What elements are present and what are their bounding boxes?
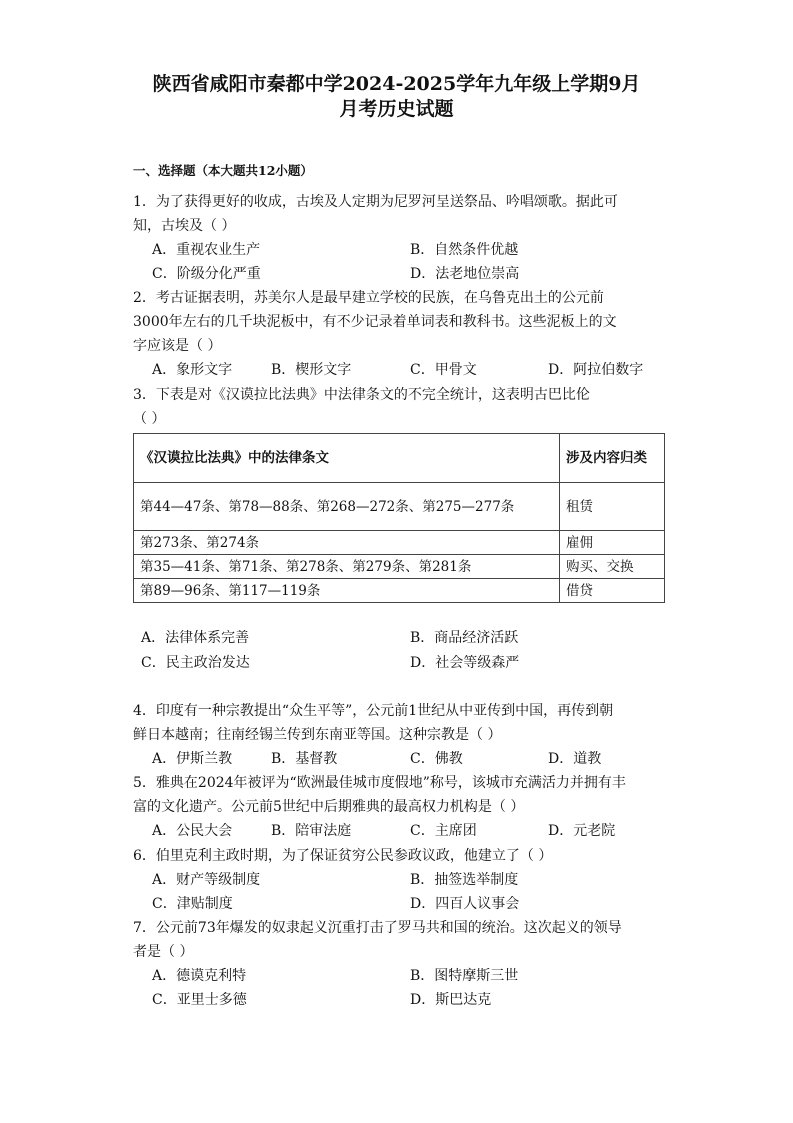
q2-text-line-3: 字应该是（ ）: [133, 338, 222, 354]
table-cell: 第89—96条、第117—119条: [134, 579, 560, 603]
q7-text-line-1: 7．公元前73年爆发的奴隶起义沉重打击了罗马共和国的统治。这次起义的领导: [133, 920, 622, 936]
q6-text-line-1: 6．伯里克利主政时期，为了保证贫穷公民参政议政，他建立了（ ）: [133, 848, 553, 864]
q2-option-c: C．甲骨文: [410, 362, 477, 378]
table-cell: 第44—47条、第78—88条、第268—272条、第275—277条: [134, 483, 560, 531]
q5-text-line-1: 5．雅典在2024年被评为“欧洲最佳城市度假地”称号，该城市充满活力并拥有丰: [133, 775, 626, 791]
q2-option-a: A．象形文字: [152, 362, 233, 378]
q7-option-c: C．亚里士多德: [152, 992, 247, 1008]
q7-text-line-2: 者是（ ）: [133, 944, 194, 960]
q5-option-d: D．元老院: [548, 823, 616, 839]
q4-text-line-2: 鲜日本越南；往南经锡兰传到东南亚等国。这种宗教是（ ）: [133, 727, 502, 743]
page-title: [110, 72, 683, 122]
q3-option-a: A．法律体系完善: [141, 630, 250, 646]
q1-option-b: B．自然条件优越: [410, 242, 519, 258]
table-header-cell: 涉及内容归类: [560, 434, 665, 483]
q4-option-a: A．伊斯兰教: [152, 751, 233, 767]
q4-option-c: C．佛教: [410, 751, 463, 767]
q1-option-c: C．阶级分化严重: [152, 266, 261, 282]
q3-option-b: B．商品经济活跃: [410, 630, 519, 646]
table-row: [134, 483, 665, 531]
q3-text-line-2: （ ）: [133, 411, 166, 427]
q5-text-line-2: 富的文化遗产。公元前5世纪中后期雅典的最高权力机构是（ ）: [133, 799, 525, 815]
q6-option-b: B．抽签选举制度: [410, 872, 519, 888]
title-line-1: 陕西省咸阳市秦都中学2024-2025学年九年级上学期9月: [152, 73, 641, 95]
table-cell: 第273条、第274条: [134, 531, 560, 555]
table-cell: 购买、交换: [560, 555, 665, 579]
table-cell: 雇佣: [560, 531, 665, 555]
q7-option-a: A．德谟克利特: [152, 968, 247, 984]
q3-text-line-1: 3．下表是对《汉谟拉比法典》中法律条文的不完全统计，这表明古巴比伦: [133, 387, 590, 403]
table-cell: 第35—41条、第71条、第278条、第279条、第281条: [134, 555, 560, 579]
q7-option-b: B．图特摩斯三世: [410, 968, 519, 984]
q2-option-d: D．阿拉伯数字: [548, 362, 644, 378]
q3-option-c: C．民主政治发达: [141, 655, 250, 671]
q4-option-d: D．道教: [548, 751, 602, 767]
table-row: [134, 579, 665, 603]
q1-option-a: A．重视农业生产: [152, 242, 261, 258]
q5-option-a: A．公民大会: [152, 823, 233, 839]
q5-option-c: C．主席团: [410, 823, 477, 839]
table-cell: 租赁: [560, 483, 665, 531]
q1-text-line-2: 知，古埃及（ ）: [133, 218, 236, 234]
q3-option-d: D．社会等级森严: [410, 655, 520, 671]
q1-text-line-1: 1．为了获得更好的收成，古埃及人定期为尼罗河呈送祭品、吟唱颂歌。据此可: [133, 194, 618, 210]
q5-option-b: B．陪审法庭: [271, 823, 352, 839]
q2-text-line-1: 2．考古证据表明，苏美尔人是最早建立学校的民族，在乌鲁克出土的公元前: [133, 290, 604, 306]
q1-option-d: D．法老地位崇高: [410, 266, 520, 282]
title-line-2: 月考历史试题: [339, 98, 454, 120]
table-cell: 借贷: [560, 579, 665, 603]
q6-option-a: A．财产等级制度: [152, 872, 261, 888]
table-row: [134, 555, 665, 579]
q4-text-line-1: 4．印度有一种宗教提出“众生平等”，公元前1世纪从中亚传到中国，再传到朝: [133, 703, 614, 719]
q2-option-b: B．楔形文字: [271, 362, 352, 378]
table-header-row: [134, 434, 665, 483]
section-heading: 一、选择题（本大题共12小题）: [133, 163, 313, 178]
q7-option-d: D．斯巴达克: [410, 992, 492, 1008]
table-row: [134, 531, 665, 555]
q6-option-d: D．四百人议事会: [410, 896, 520, 912]
q6-option-c: C．津贴制度: [152, 896, 233, 912]
table-header-cell: 《汉谟拉比法典》中的法律条文: [134, 434, 560, 483]
q4-option-b: B．基督教: [271, 751, 338, 767]
law-table: [133, 433, 665, 603]
q2-text-line-2: 3000年左右的几千块泥板中，有不少记录着单词表和教科书。这些泥板上的文: [133, 314, 617, 330]
